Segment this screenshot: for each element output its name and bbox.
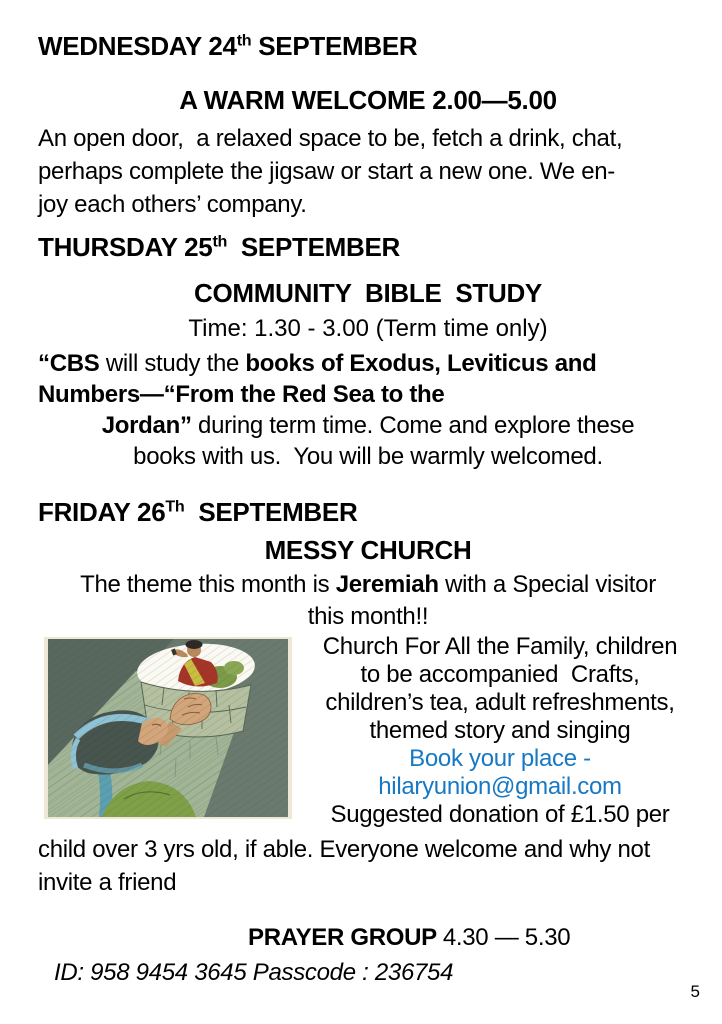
messy-church-continued [38, 833, 698, 899]
prayer-group-line: PRAYER GROUP 4.30 — 5.30 [248, 924, 571, 951]
donation-line: Suggested donation of £1.50 per [330, 801, 670, 828]
messy-church-info-column [302, 633, 698, 829]
paragraph-line: Numbers—“From the Red Sea to the [38, 381, 445, 408]
paragraph-line: An open door, a relaxed space to be, fetch a drink, chat, [38, 125, 623, 152]
paragraph-line: joy each others’ company. [38, 191, 307, 218]
info-line: Church For All the Family, children [322, 633, 678, 660]
messy-church-subheading: MESSY CHURCH [264, 535, 472, 565]
thursday-heading: THURSDAY 25th SEPTEMBER [38, 232, 400, 262]
bible-study-time-line: Time: 1.30 - 3.00 (Term time only) [188, 315, 548, 342]
community-bible-study-subheading: COMMUNITY BIBLE STUDY [194, 278, 542, 308]
wednesday-heading: WEDNESDAY 24th SEPTEMBER [38, 31, 418, 61]
paragraph-line: Jordan” during term time. Come and explore these [101, 412, 635, 439]
paragraph-line: books with us. You will be warmly welcomed. [133, 443, 603, 470]
paragraph-line: this month!! [307, 603, 429, 630]
paragraph-line: child over 3 yrs old, if able. Everyone welcome and why not [38, 836, 650, 863]
warm-welcome-paragraph [38, 122, 698, 221]
meeting-id-line: ID: 958 9454 3645 Passcode : 236754 [54, 959, 454, 986]
bible-study-paragraph [38, 348, 698, 472]
page-number: 5 [690, 982, 700, 1001]
book-your-place-link[interactable]: Book your place - [409, 745, 591, 772]
messy-church-details-block [38, 633, 698, 831]
paragraph-line: perhaps complete the jigsaw or start a new one. We en- [38, 158, 616, 185]
paragraph-line: “CBS will study the books of Exodus, Leviticus and [38, 350, 597, 377]
friday-heading: FRIDAY 26Th SEPTEMBER [38, 497, 358, 527]
info-line: themed story and singing [369, 717, 631, 744]
paragraph-line: The theme this month is Jeremiah with a Special visitor [80, 571, 656, 598]
paragraph-line: invite a friend [38, 869, 177, 896]
info-line: children’s tea, adult refreshments, [325, 689, 675, 716]
booking-email-link[interactable]: hilaryunion@gmail.com [378, 773, 622, 800]
messy-church-theme [38, 569, 698, 633]
info-line: to be accompanied Crafts, [360, 661, 640, 688]
jeremiah-cistern-illustration [44, 637, 292, 819]
warm-welcome-subheading: A WARM WELCOME 2.00—5.00 [179, 85, 557, 115]
